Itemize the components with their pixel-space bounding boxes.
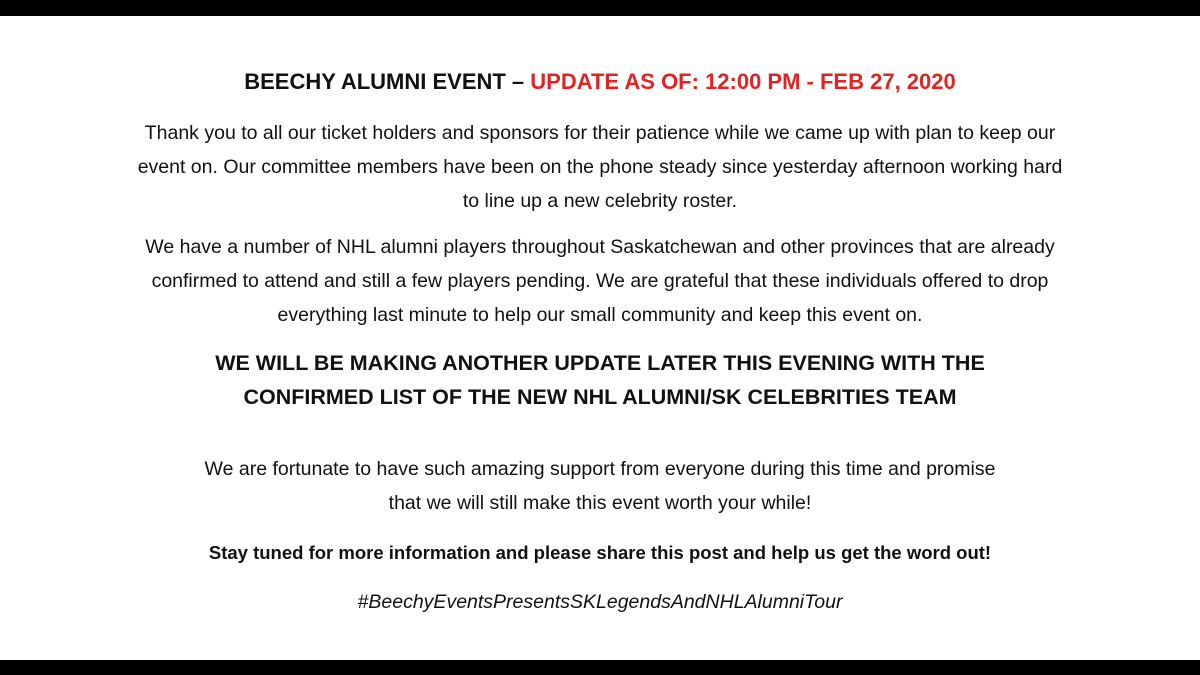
paragraph-line: Thank you to all our ticket holders and sponsors for their patience while we came up with plan to keep our: [144, 122, 1056, 144]
title-prefix: BEECHY ALUMNI EVENT –: [244, 69, 531, 94]
paragraph-line: We are fortunate to have such amazing support from everyone during this time and promise: [204, 458, 996, 480]
support-paragraph: [0, 452, 1200, 520]
paragraph-line: that we will still make this event worth your while!: [388, 492, 812, 514]
players-paragraph: [0, 230, 1200, 332]
announcement-line: CONFIRMED LIST OF THE NEW NHL ALUMNI/SK CELEBRITIES TEAM: [243, 385, 957, 409]
paragraph-line: event on. Our committee members have been on the phone steady since yesterday afternoon working hard: [137, 156, 1063, 178]
paragraph-line: confirmed to attend and still a few players pending. We are grateful that these individuals offered to drop: [151, 270, 1049, 292]
thank-you-paragraph: [0, 116, 1200, 218]
paragraph-line: We have a number of NHL alumni players throughout Saskatchewan and other provinces that are already: [145, 236, 1055, 258]
announcement-page: [0, 16, 1200, 660]
paragraph-line: to line up a new celebrity roster.: [462, 190, 738, 212]
update-timestamp: UPDATE AS OF: 12:00 PM - FEB 27, 2020: [530, 69, 956, 94]
event-hashtag: #BeechyEventsPresentsSKLegendsAndNHLAlumniTour: [357, 591, 843, 613]
paragraph-line: everything last minute to help our small community and keep this event on.: [277, 304, 923, 326]
page-title: [0, 68, 1200, 96]
stay-tuned-text: Stay tuned for more information and please share this post and help us get the word out!: [208, 542, 992, 563]
announcement-line: WE WILL BE MAKING ANOTHER UPDATE LATER THIS EVENING WITH THE: [215, 351, 985, 375]
update-announcement: [0, 346, 1200, 414]
